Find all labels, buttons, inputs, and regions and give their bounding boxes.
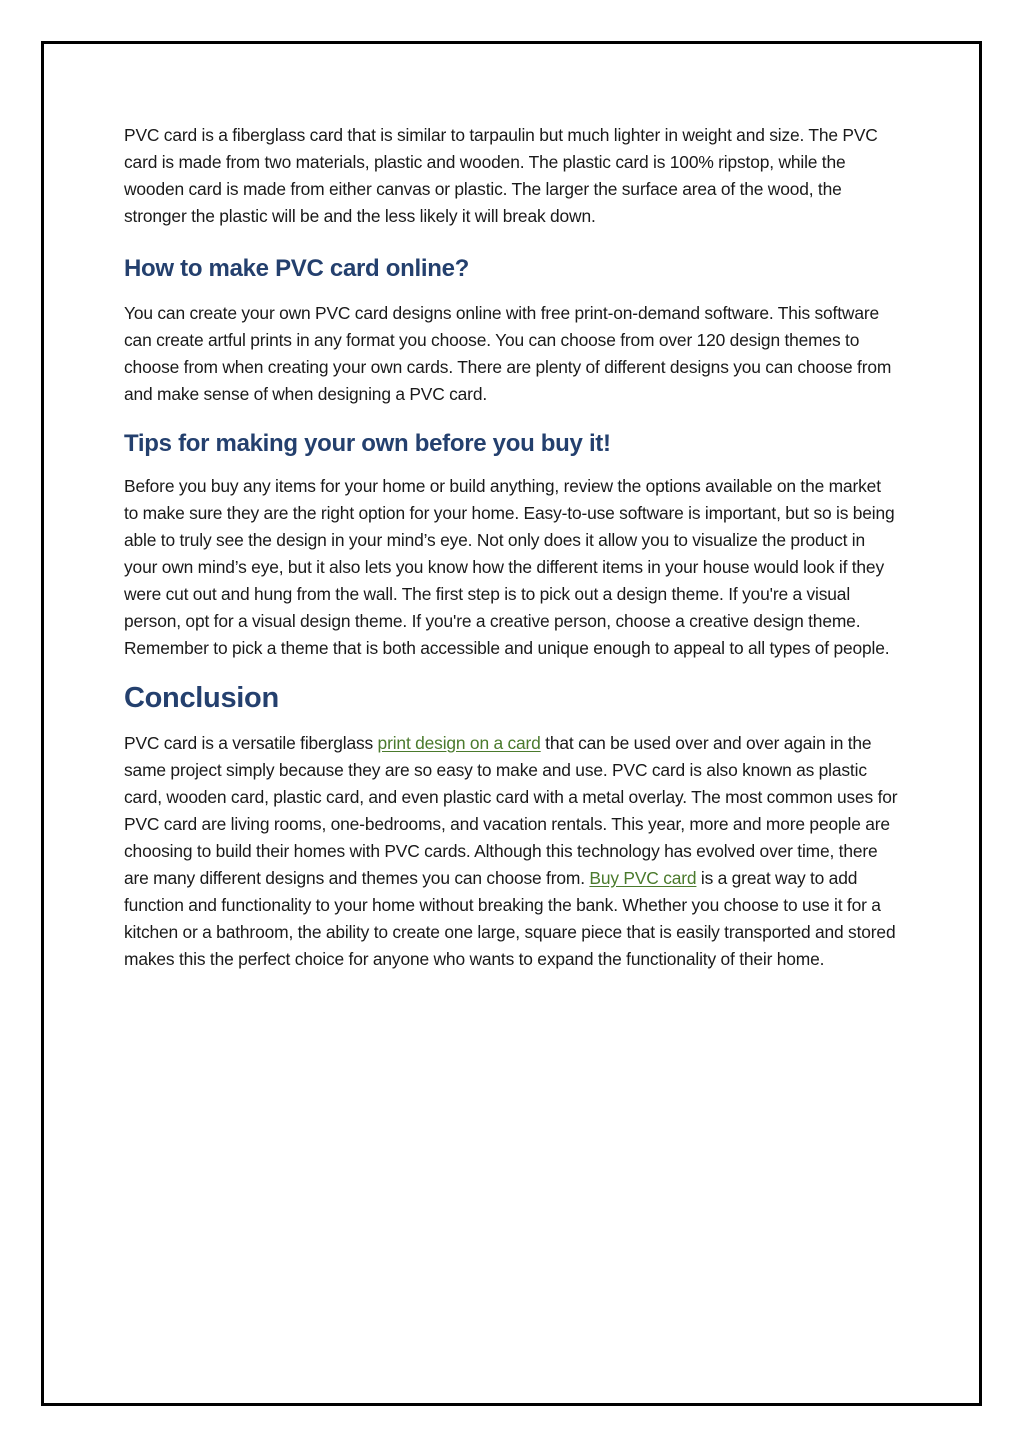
conclusion-paragraph (124, 730, 899, 973)
heading-conclusion: Conclusion (124, 682, 279, 714)
document-content (124, 122, 899, 973)
buy-pvc-card-link[interactable]: Buy PVC card (589, 868, 697, 888)
print-design-link[interactable]: print design on a card (377, 733, 541, 753)
online-paragraph: You can create your own PVC card designs online with free print-on-demand software. This software can create artful prints in any format you choose. You can choose from over 120 design themes to choose from when creating your own cards. There are plenty of different designs you can choose from and make sense of when designing a PVC card. (124, 303, 892, 404)
heading-how-to-make-online: How to make PVC card online? (124, 255, 470, 282)
tips-paragraph: Before you buy any items for your home or build anything, review the options available on the market to make sure they are the right option for your home. Easy-to-use software is important, but so is being able to truly see the design in your mind’s eye. Not only does it allow you to visualize the product in your own mind’s eye, but it also lets you know how the different items in your house would look if they were cut out and hung from the wall. The first step is to pick out a design theme. If you're a visual person, opt for a visual design theme. If you're a creative person, choose a creative design theme. Remember to pick a theme that is both accessible and unique enough to appeal to all types of people. (124, 476, 895, 658)
conclusion-text-part-2: that can be used over and over again in the same project simply because they are so easy to make and use. PVC card is also known as plastic card, wooden card, plastic card, and even plastic card with a metal overlay. The most common uses for PVC card are living rooms, one-bedrooms, and vacation rentals. This year, more and more people are choosing to build their homes with PVC cards. Although this technology has evolved over time, there are many different designs and themes you can choose from. (124, 733, 898, 888)
heading-tips: Tips for making your own before you buy it! (124, 430, 611, 457)
conclusion-text-part-3: is a great way to add function and functionality to your home without breaking the bank. Whether you choose to use it for a kitchen or a bathroom, the ability to create one large, square piece that is easily transported and stored makes this the perfect choice for anyone who wants to expand the functionality of their home. (124, 868, 896, 969)
conclusion-text-part-1: PVC card is a versatile fiberglass (124, 733, 378, 753)
intro-paragraph: PVC card is a fiberglass card that is similar to tarpaulin but much lighter in weight and size. The PVC card is made from two materials, plastic and wooden. The plastic card is 100% ripstop, while the wooden card is made from either canvas or plastic. The larger the surface area of the wood, the stronger the plastic will be and the less likely it will break down. (124, 125, 878, 226)
